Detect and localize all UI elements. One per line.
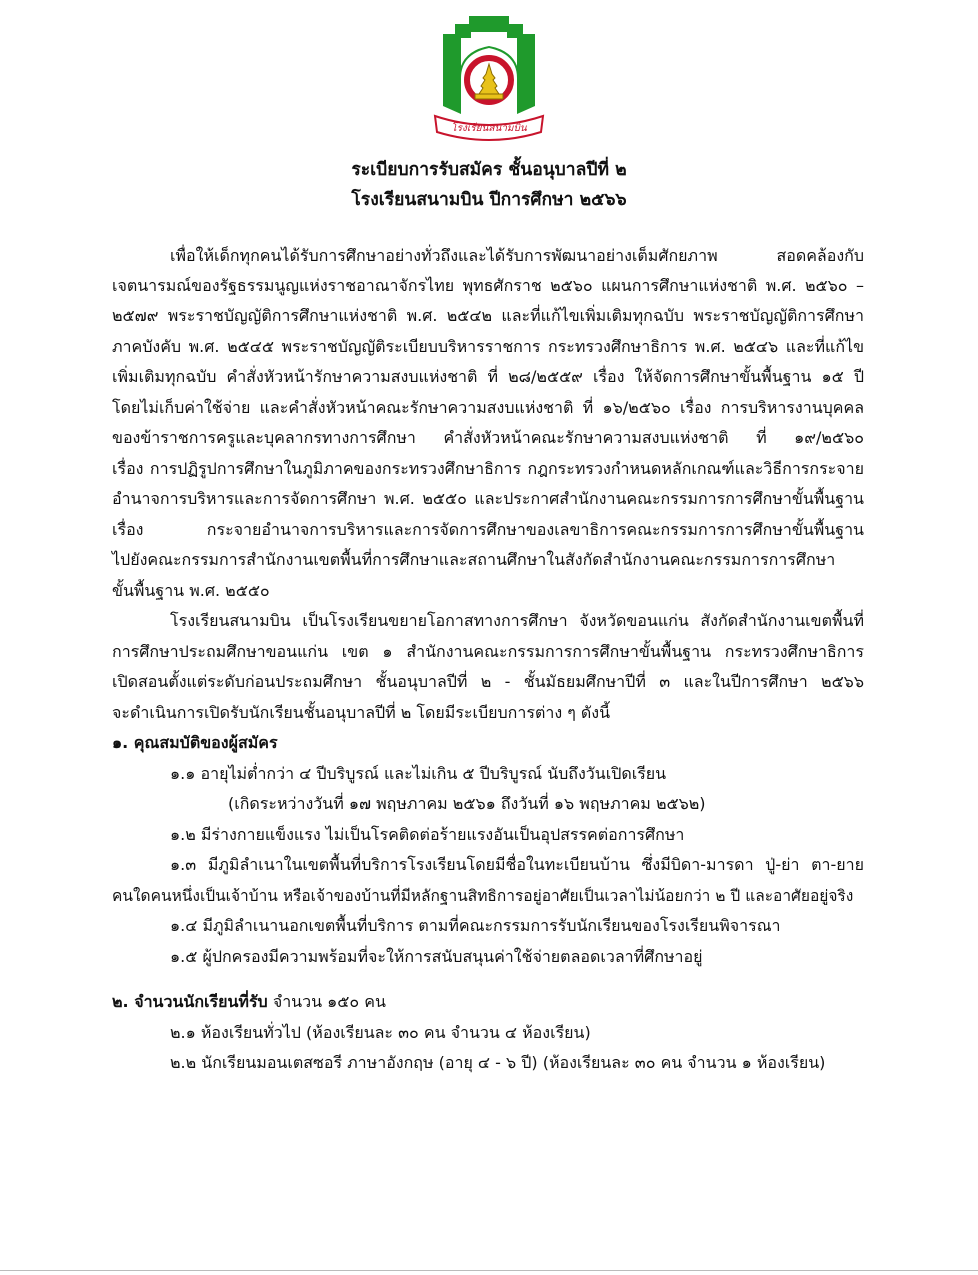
section-1-heading: ๑. คุณสมบัติของผู้สมัคร [112,733,278,752]
school-logo [431,14,547,142]
school-line: การศึกษาประถมศึกษาขอนแก่น เขต ๑ สำนักงานคณะกรรมการการศึกษาขั้นพื้นฐาน กระทรวงศึกษาธิการ [112,642,864,661]
item-1-1: ๑.๑ อายุไม่ต่ำกว่า ๔ ปีบริบูรณ์ และไม่เกิน ๕ ปีบริบูรณ์ นับถึงวันเปิดเรียน [170,764,667,783]
intro-line: เจตนารมณ์ของรัฐธรรมนูญแห่งราชอาณาจักรไทย พุทธศักราช ๒๕๖๐ แผนการศึกษาแห่งชาติ พ.ศ. ๒๕๖๐ – [112,276,864,295]
intro-line: ภาคบังคับ พ.ศ. ๒๕๔๕ พระราชบัญญัติระเบียบบริหารราชการ กระทรวงศึกษาธิการ พ.ศ. ๒๕๔๖ และที่แก้ไข [112,337,864,356]
school-line: จะดำเนินการเปิดรับนักเรียนชั้นอนุบาลปีที่ ๒ โดยมีระเบียบการต่าง ๆ ดังนี้ [112,703,611,722]
document-title-line-2: โรงเรียนสนามบิน ปีการศึกษา ๒๕๖๖ [351,190,627,210]
item-1-4: ๑.๔ มีภูมิลำเนานอกเขตพื้นที่บริการ ตามที่คณะกรรมการรับนักเรียนของโรงเรียนพิจารณา [170,916,781,935]
section-2-heading [112,990,386,1014]
document-title-line-1: ระเบียบการรับสมัคร ชั้นอนุบาลปีที่ ๒ [351,160,627,180]
page-bottom-edge [0,1270,978,1271]
intro-line: เรื่อง กระจายอำนาจการบริหารและการจัดการศึกษาของเลขาธิการคณะกรรมการการศึกษาขั้นพื้นฐาน [112,520,864,539]
intro-line: ไปยังคณะกรรมการสำนักงานเขตพื้นที่การศึกษาและสถานศึกษาในสังกัดสำนักงานคณะกรรมการการศึกษา [112,550,836,569]
item-1-3-continued: คนใดคนหนึ่งเป็นเจ้าบ้าน หรือเจ้าของบ้านที่มีหลักฐานสิทธิการอยู่อาศัยเป็นเวลาไม่น้อยกว่า ๒ ปี และอาศัยอยู่จริง [112,887,854,905]
item-1-1-note: (เกิดระหว่างวันที่ ๑๗ พฤษภาคม ๒๕๖๑ ถึงวันที่ ๑๖ พฤษภาคม ๒๕๖๒) [228,794,706,813]
logo-banner-text: โรงเรียนสนามบิน [451,123,527,134]
intro-line: เพิ่มเติมทุกฉบับ คำสั่งหัวหน้ารักษาความสงบแห่งชาติ ที่ ๒๘/๒๕๕๙ เรื่อง ให้จัดการศึกษาขั้นพื้นฐาน ๑๕ ปี [112,367,864,386]
logo-gold-base [475,94,503,99]
section-2-heading-label: ๒. จำนวนนักเรียนที่รับ [112,992,268,1011]
item-1-5: ๑.๕ ผู้ปกครองมีความพร้อมที่จะให้การสนับสนุนค่าใช้จ่ายตลอดเวลาที่ศึกษาอยู่ [170,947,703,966]
intro-line: ของข้าราชการครูและบุคลากรทางการศึกษา คำสั่งหัวหน้าคณะรักษาความสงบแห่งชาติ ที่ ๑๙/๒๕๖๐ [112,428,864,447]
section-2-heading-count: จำนวน ๑๕๐ คน [272,992,386,1011]
intro-line: เรื่อง การปฏิรูปการศึกษาในภูมิภาคของกระทรวงศึกษาธิการ กฎกระทรวงกำหนดหลักเกณฑ์และวิธีการกระจาย [112,459,864,478]
item-1-3: ๑.๓ มีภูมิลำเนาในเขตพื้นที่บริการโรงเรียนโดยมีชื่อในทะเบียนบ้าน ซึ่งมีบิดา-มารดา ปู่-ย่า ตา-ยาย [170,855,864,874]
intro-line: ๒๕๗๙ พระราชบัญญัติการศึกษาแห่งชาติ พ.ศ. ๒๕๔๒ และที่แก้ไขเพิ่มเติมทุกฉบับ พระราชบัญญัติการศึกษา [112,306,864,325]
item-1-2: ๑.๒ มีร่างกายแข็งแรง ไม่เป็นโรคติดต่อร้ายแรงอันเป็นอุปสรรคต่อการศึกษา [170,825,685,844]
intro-line: ขั้นพื้นฐาน พ.ศ. ๒๕๕๐ [112,581,270,600]
item-2-1: ๒.๑ ห้องเรียนทั่วไป (ห้องเรียนละ ๓๐ คน จำนวน ๔ ห้องเรียน) [170,1023,591,1042]
school-line: โรงเรียนสนามบิน เป็นโรงเรียนขยายโอกาสทางการศึกษา จังหวัดขอนแก่น สังกัดสำนักงานเขตพื้นที่ [170,611,864,630]
intro-line: เพื่อให้เด็กทุกคนได้รับการศึกษาอย่างทั่วถึงและได้รับการพัฒนาอย่างเต็มศักยภาพ สอดคล้องกับ [170,246,864,265]
intro-line: อำนาจการบริหารและการจัดการศึกษา พ.ศ. ๒๕๕๐ และประกาศสำนักงานคณะกรรมการการศึกษาขั้นพื้นฐาน [112,489,864,508]
item-2-2: ๒.๒ นักเรียนมอนเตสซอรี ภาษาอังกฤษ (อายุ ๔ - ๖ ปี) (ห้องเรียนละ ๓๐ คน จำนวน ๑ ห้องเรียน) [170,1053,826,1072]
school-line: เปิดสอนตั้งแต่ระดับก่อนประถมศึกษา ชั้นอนุบาลปีที่ ๒ - ชั้นมัธยมศึกษาปีที่ ๓ และในปีการศึกษา ๒๕๖๖ [112,672,864,691]
intro-line: โดยไม่เก็บค่าใช้จ่าย และคำสั่งหัวหน้าคณะรักษาความสงบแห่งชาติ ที่ ๑๖/๒๕๖๐ เรื่อง การบริหารงานบุคคล [112,398,864,417]
